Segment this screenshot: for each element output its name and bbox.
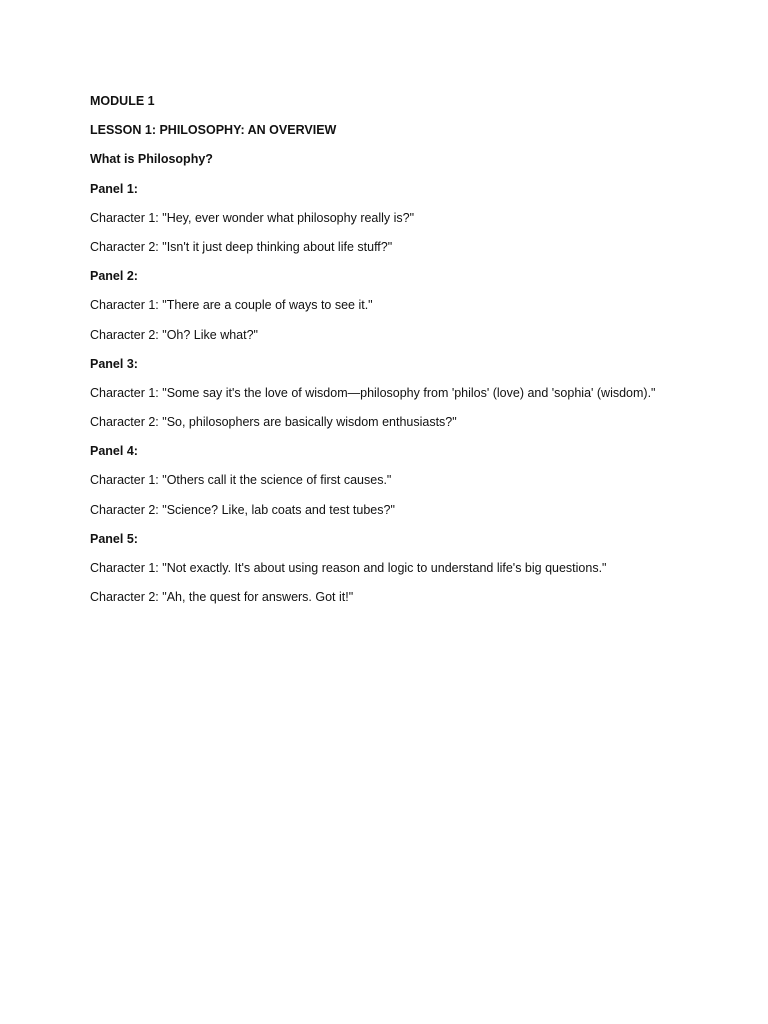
module-heading: MODULE 1 <box>90 94 155 108</box>
panel-heading-3: Panel 3: <box>90 356 138 371</box>
panel-heading-4: Panel 4: <box>90 444 138 459</box>
panel-2-line-1: Character 1: "There are a couple of ways to see it." <box>90 298 373 313</box>
panel-3-line-2: Character 2: "So, philosophers are basically wisdom enthusiasts?" <box>90 415 457 430</box>
question-heading: What is Philosophy? <box>90 152 213 167</box>
document-page <box>90 93 730 618</box>
panel-heading-2: Panel 2: <box>90 269 138 284</box>
lesson-heading: LESSON 1: PHILOSOPHY: AN OVERVIEW <box>90 123 337 138</box>
panel-5-line-2: Character 2: "Ah, the quest for answers. Got it!" <box>90 590 354 605</box>
panel-5-line-1: Character 1: "Not exactly. It's about using reason and logic to understand life's big questions." <box>90 561 607 575</box>
panel-1-line-2: Character 2: "Isn't it just deep thinking about life stuff?" <box>90 239 393 254</box>
panel-heading-1: Panel 1: <box>90 181 138 196</box>
panel-1-line-1: Character 1: "Hey, ever wonder what philosophy really is?" <box>90 210 415 225</box>
panel-4-line-1: Character 1: "Others call it the science of first causes." <box>90 473 392 488</box>
panel-2-line-2: Character 2: "Oh? Like what?" <box>90 327 258 342</box>
panel-heading-5: Panel 5: <box>90 531 138 546</box>
panel-4-line-2: Character 2: "Science? Like, lab coats and test tubes?" <box>90 502 395 517</box>
panel-3-line-1: Character 1: "Some say it's the love of wisdom—philosophy from 'philos' (love) and 'sophia' (wisdom)." <box>90 385 656 400</box>
